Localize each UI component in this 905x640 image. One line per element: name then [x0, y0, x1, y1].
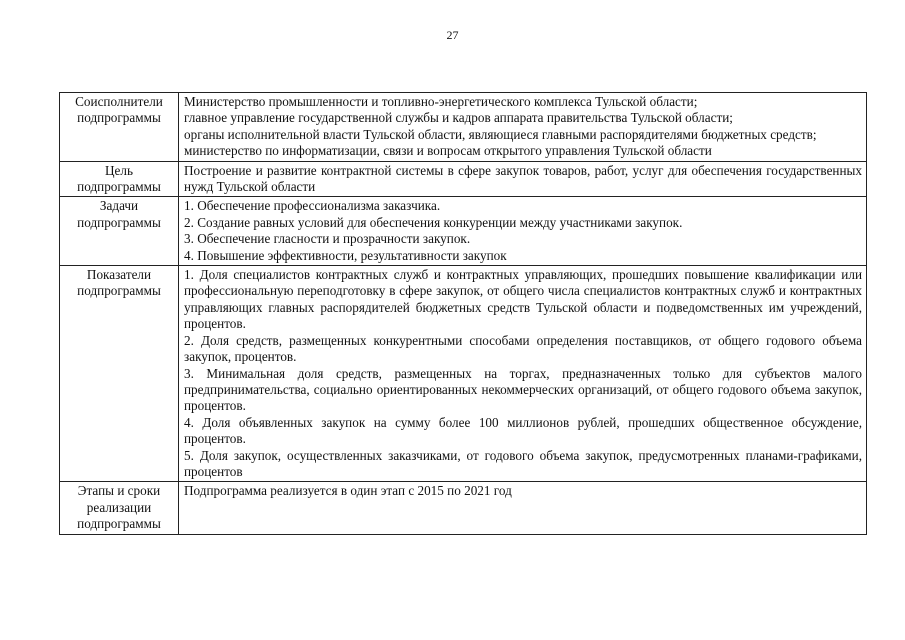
table-row-tasks: [60, 197, 867, 266]
row-content: [179, 482, 867, 534]
row-label: Этапы и сроки реализации подпрограммы: [60, 482, 179, 534]
row-content: [179, 93, 867, 162]
content-line: 5. Доля закупок, осуществленных заказчиками, от годового объема закупок, предусмотренных планами-графиками, процентов: [184, 447, 862, 479]
table-row-indicators: [60, 266, 867, 482]
row-label: Соисполнители подпрограммы: [60, 93, 179, 162]
content-line: 2. Создание равных условий для обеспечения конкуренции между участниками закупок.: [184, 214, 683, 230]
content-line: 1. Доля специалистов контрактных служб и контрактных управляющих, прошедших повышение квалификации или профессиональную переподготовку в сфере закупок, от общего числа специалистов контрактных служб и контрактных управляющих главных распорядителей бюджетных средств Тульской области и подведомственных им учреждений, процентов.: [184, 267, 862, 332]
table-row-co-executors: [60, 93, 867, 162]
table-row-goal: [60, 161, 867, 197]
content-line: министерство по информатизации, связи и вопросам открытого управления Тульской области: [184, 143, 712, 159]
page-number: 27: [446, 28, 459, 42]
content-line: органы исполнительной власти Тульской области, являющиеся главными распорядителями бюджетных средств;: [184, 126, 817, 142]
subprogram-passport-table: [59, 92, 867, 535]
row-label: Показатели подпрограммы: [60, 266, 179, 482]
row-label: Цель подпрограммы: [60, 161, 179, 197]
row-content: [179, 197, 867, 266]
content-line: главное управление государственной службы и кадров аппарата правительства Тульской области;: [184, 110, 733, 126]
content-line: Построение и развитие контрактной системы в сфере закупок товаров, работ, услуг для обеспечения государственных нужд Тульской области: [184, 162, 862, 195]
row-content: [179, 266, 867, 482]
row-label: Задачи подпрограммы: [60, 197, 179, 266]
row-content: [179, 161, 867, 197]
table-row-stages: [60, 482, 867, 534]
content-line: 2. Доля средств, размещенных конкурентными способами определения поставщиков, от общего годового объема закупок, процентов.: [184, 332, 862, 365]
content-line: Подпрограмма реализуется в один этап с 2015 по 2021 год: [184, 483, 512, 499]
content-line: 3. Обеспечение гласности и прозрачности закупок.: [184, 231, 471, 247]
content-line: 1. Обеспечение профессионализма заказчика.: [184, 198, 441, 214]
content-line: 3. Минимальная доля средств, размещенных на торгах, предназначенных только для субъектов малого предпринимательства, социально ориентированных некоммерческих организаций, от общего годового объема закупок, процентов.: [184, 365, 862, 414]
content-line: 4. Повышение эффективности, результативности закупок: [184, 247, 507, 263]
content-line: 4. Доля объявленных закупок на сумму более 100 миллионов рублей, прошедших общественное обсуждение, процентов.: [184, 414, 862, 447]
content-line: Министерство промышленности и топливно-энергетического комплекса Тульской области;: [184, 94, 698, 109]
